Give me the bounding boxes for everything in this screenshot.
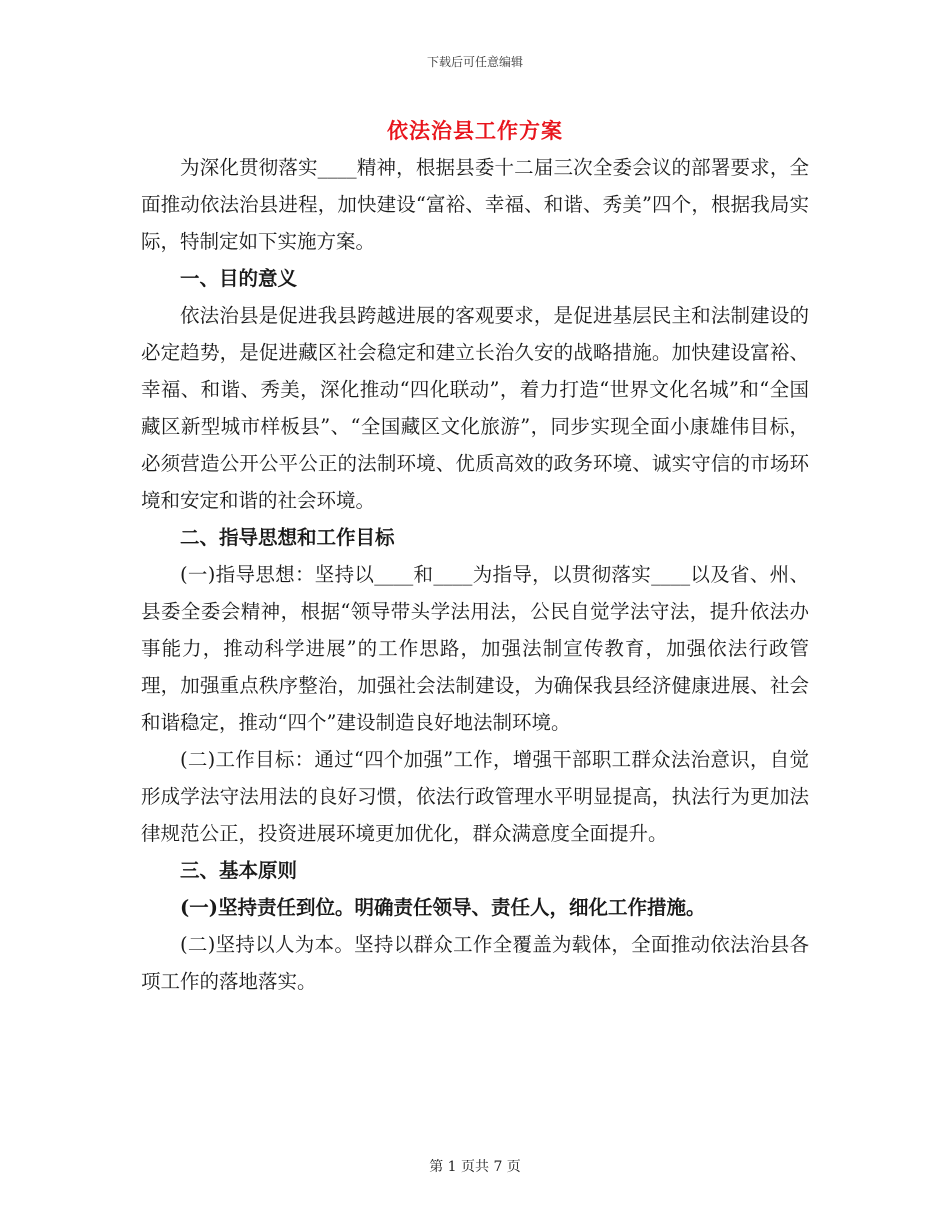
purpose-paragraph: 依法治县是促进我县跨越进展的客观要求，是促进基层民主和法制建设的必定趋势，是促进藏区社会稳定和建立长治久安的战略措施。加快建设富裕、幸福、和谐、秀美，深化推动“四化联动”，着力打造“世界文化名城”和“全国藏区新型城市样板县”、“全国藏区文化旅游”，同步实现全面小康雄伟目标，必须营造公开公平公正的法制环境、优质高效的政务环境、诚实守信的市场环境和安定和谐的社会环境。	[141, 304, 809, 512]
page-number-footer: 第 1 页共 7 页	[429, 1159, 521, 1175]
page-header: 下载后可任意编辑	[426, 55, 523, 69]
work-goal-paragraph: (二)工作目标：通过“四个加强”工作，增强干部职工群众法治意识，自觉形成学法守法用法的良好习惯，依法行政管理水平明显提高，执法行为更加法律规范公正，投资进展环境更加优化，群众满意度全面提升。	[141, 748, 809, 845]
intro-paragraph: 为深化贯彻落实____精神，根据县委十二届三次全委会议的部署要求，全面推动依法治县进程，加快建设“富裕、幸福、和谐、秀美”四个，根据我局实际，特制定如下实施方案。	[141, 156, 809, 253]
section-heading-principles: 三、基本原则	[180, 859, 298, 882]
document-title: 依法治县工作方案	[387, 118, 563, 143]
section-heading-purpose: 一、目的意义	[180, 267, 298, 290]
guiding-thought-paragraph: (一)指导思想：坚持以____和____为指导，以贯彻落实____以及省、州、县委全委会精神，根据“领导带头学法用法，公民自觉学法守法，提升依法办事能力，推动科学进展”的工作思路，加强法制宣传教育，加强依法行政管理，加强重点秩序整治，加强社会法制建设，为确保我县经济健康进展、社会和谐稳定，推动“四个”建设制造良好地法制环境。	[141, 563, 809, 734]
principle-responsibility: (一)坚持责任到位。明确责任领导、责任人，细化工作措施。	[180, 896, 706, 919]
principle-people-oriented: (二)坚持以人为本。坚持以群众工作全覆盖为载体，全面推动依法治县各项工作的落地落实。	[141, 933, 809, 993]
section-heading-guiding-thought: 二、指导思想和工作目标	[180, 526, 395, 549]
document-body	[141, 149, 809, 1000]
